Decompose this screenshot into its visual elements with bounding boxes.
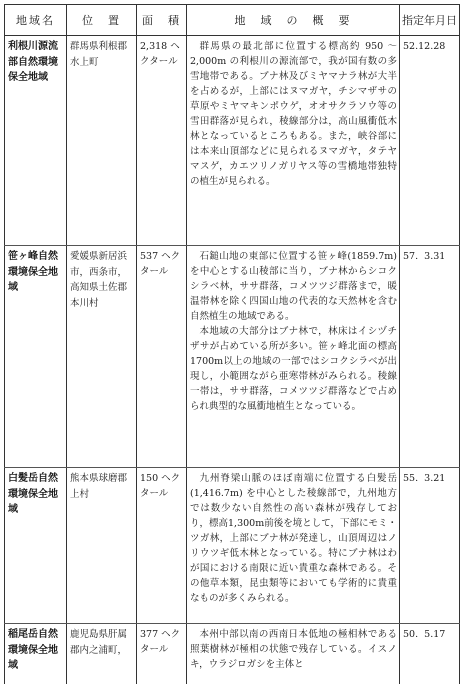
table-row	[5, 36, 460, 246]
area-name: 利根川源流部自然環境保全地域	[5, 36, 67, 246]
nature-conservation-table	[4, 4, 460, 684]
table-row	[5, 468, 460, 624]
area-summary	[187, 468, 400, 624]
summary-paragraph: 九州脊梁山脈のほぼ南端に位置する白髪岳 (1,416.7m) を中心とした稜線部で，九州地方では数少ない自然性の高い森林が残存しており，標高1,300m前後を境として，下部にモミ・ツガ林，上部にブナ林が発達し，山頂周辺はノリウツギ低木林となっている。特にブナ林はわが国における南限に近い貴重な森林である。その他草本類，昆虫類等においても学術的に貴重なものが多くみられる。	[190, 473, 398, 604]
area-location: 熊本県球磨郡上村	[67, 468, 137, 624]
area-name: 笹ヶ峰自然環境保全地域	[5, 246, 67, 468]
header-area: 面 積	[137, 5, 187, 36]
header-summary: 地 域 の 概 要	[187, 5, 400, 36]
area-size: 2,318 ヘクタール	[137, 36, 187, 246]
header-date: 指定年月日	[400, 5, 460, 36]
area-name: 稲尾岳自然環境保全地域	[5, 624, 67, 684]
area-location: 鹿児島県肝属郡内之浦町，	[67, 624, 137, 684]
area-summary	[187, 246, 400, 468]
designation-date: 50. 5.17	[400, 624, 460, 684]
area-name: 白髪岳自然環境保全地域	[5, 468, 67, 624]
summary-paragraph: 本地域の大部分はブナ林で，林床はイシヅチザサが占めている所が多い。笹ヶ峰北面の標高1700m以上の地域の一部ではシコクシラベが出現し，小範囲ながら亜寒帯林がみられる。稜線一帯は，ササ群落，コメツツジ群落などで占められ典型的な風衝地植生となっている。	[190, 326, 397, 412]
table-row	[5, 246, 460, 468]
designation-date: 55. 3.21	[400, 468, 460, 624]
area-size: 150 ヘクタール	[137, 468, 187, 624]
area-size: 537 ヘクタール	[137, 246, 187, 468]
area-summary	[187, 624, 400, 684]
designation-date: 52.12.28	[400, 36, 460, 246]
document-page	[4, 4, 459, 685]
area-location: 群馬県利根郡水上町	[67, 36, 137, 246]
table-row	[5, 624, 460, 684]
header-row	[5, 5, 460, 36]
designation-date: 57. 3.31	[400, 246, 460, 468]
area-location: 愛媛県新居浜市，西条市，高知県土佐郡本川村	[67, 246, 137, 468]
area-size: 377 ヘクタール	[137, 624, 187, 684]
header-location: 位 置	[67, 5, 137, 36]
summary-paragraph: 石鎚山地の東部に位置する笹ヶ峰(1859.7m)を中心とする山稜部に当り，ブナ林からシコクシラベ林，ササ群落，コメツツジ群落まで，暖温帯林を除く四国山地の代表的な天然林を含む自然植生の地域である。	[190, 251, 397, 322]
area-summary	[187, 36, 400, 246]
summary-paragraph: 本州中部以南の西南日本低地の極相林である照葉樹林が極相の状態で残存している。イスノキ，ウラジロガシを主体と	[190, 629, 397, 670]
header-name: 地域名	[5, 5, 67, 36]
summary-paragraph: 群馬県の最北部に位置する標高約 950 〜2,000m の利根川の源流部で，我が国有数の多雪地帯である。ブナ林及びミヤマナラ林が大半を占めるが，上部にはヌマガヤ，チシマザサの草原やミヤマキンポウゲ，オオサクラソウ等の雪田群落が見られ，稜線部分は，高山風衝低木林となっているところもある。また，峡谷部には本来山頂部などに見られるヌマガヤ，タテヤマスゲ，カエツリノガリヤス等の雪橋地帯独特の植生が見られる。	[190, 41, 397, 187]
